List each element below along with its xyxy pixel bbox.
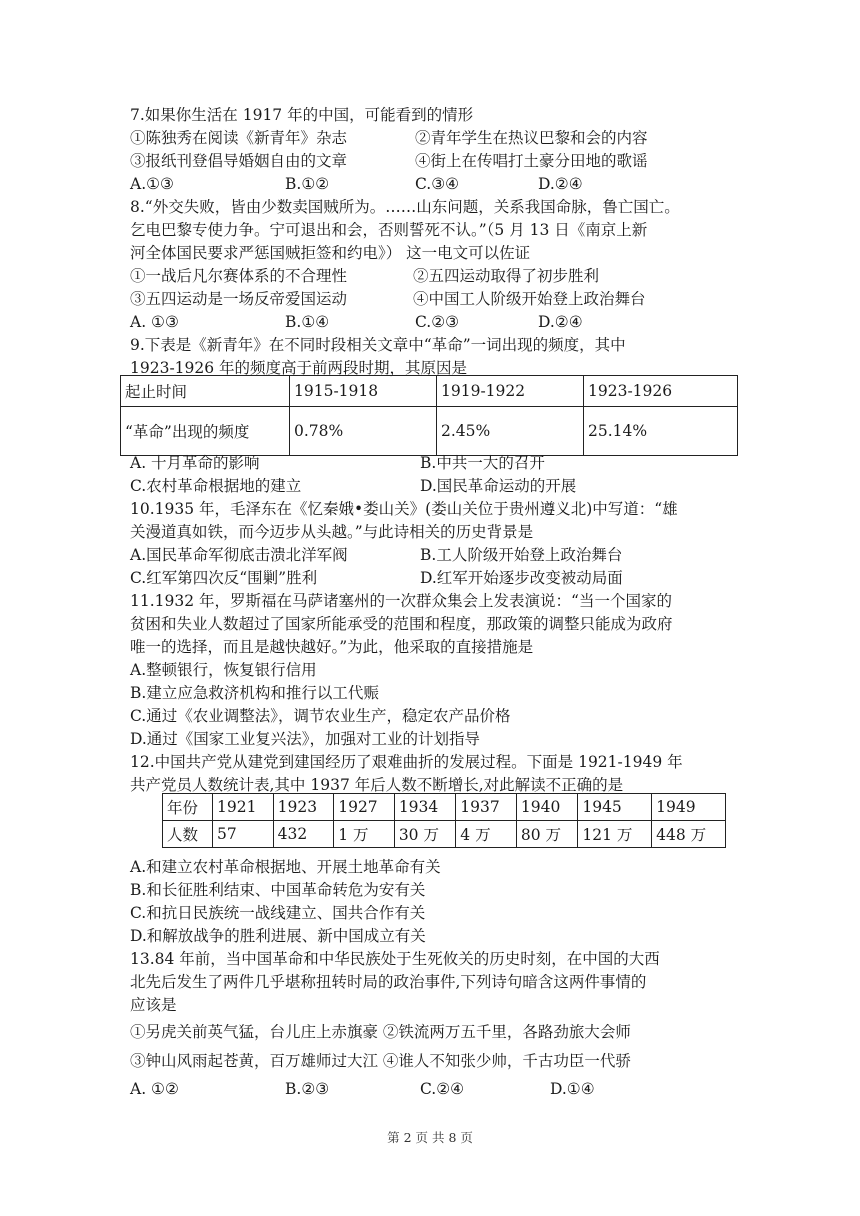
q13-option-b: B.②③ <box>285 1080 330 1098</box>
q7-statement-1: ①陈独秀在阅读《新青年》杂志 <box>130 129 348 147</box>
q9-table-row-label: “革命”出现的频度 <box>121 407 290 456</box>
q12-count-cell: 57 <box>213 821 274 848</box>
q12-count-cell: 4 万 <box>456 821 517 848</box>
q8-stem-line-3: 河全体国民要求严惩国贼拒签和约电》） 这一电文可以佐证 <box>130 244 531 262</box>
q10-option-c: C.红军第四次反“围剿”胜利 <box>130 569 318 587</box>
q9-table-header-1923: 1923-1926 <box>584 376 738 407</box>
q8-option-b: B.①④ <box>285 313 330 331</box>
q12-year-cell: 1949 <box>652 794 726 821</box>
q8-option-a: A. ①③ <box>130 313 179 331</box>
q9-table-cell-1915: 0.78% <box>290 407 437 456</box>
q8-option-c: C.②③ <box>415 313 460 331</box>
q8-statement-1: ①一战后凡尔赛体系的不合理性 <box>130 267 348 285</box>
q12-year-cell: 1937 <box>456 794 517 821</box>
q12-year-cell: 1927 <box>334 794 395 821</box>
q7-option-b: B.①② <box>285 175 330 193</box>
q12-years-row <box>163 794 726 821</box>
q7-option-a: A.①③ <box>130 175 174 193</box>
q12-count-cell: 30 万 <box>394 821 455 848</box>
q9-option-c: C.农村革命根据地的建立 <box>130 477 302 495</box>
q12-option-a: A.和建立农村革命根据地、开展土地革命有关 <box>130 858 441 876</box>
q8-option-d: D.②④ <box>538 313 583 331</box>
q9-option-d: D.国民革命运动的开展 <box>420 477 577 495</box>
q11-option-d: D.通过《国家工业复兴法》，加强对工业的计划指导 <box>130 730 481 748</box>
q12-stem-line-2: 共产党员人数统计表,其中 1937 年后人数不断增长,对此解读不正确的是 <box>130 776 624 794</box>
q7-statement-2: ②青年学生在热议巴黎和会的内容 <box>415 129 648 147</box>
q11-option-a: A.整顿银行，恢复银行信用 <box>130 661 317 679</box>
q10-option-a: A.国民革命军彻底击溃北洋军阀 <box>130 546 348 564</box>
q11-stem-line-1: 11.1932 年，罗斯福在马萨诸塞州的一次群众集会上发表演说：“当一个国家的 <box>130 592 672 610</box>
q7-option-d: D.②④ <box>538 175 583 193</box>
q8-statement-4: ④中国工人阶级开始登上政治舞台 <box>413 290 646 308</box>
q11-stem-line-2: 贫困和失业人数超过了国家所能承受的范围和程度，那政策的调整只能成为政府 <box>130 615 673 633</box>
q7-stem: 7.如果你生活在 1917 年的中国，可能看到的情形 <box>130 106 474 124</box>
q13-stem-line-3: 应该是 <box>130 996 177 1014</box>
q12-stem-line-1: 12.中国共产党从建党到建国经历了艰难曲折的发展过程。下面是 1921-1949 年 <box>130 753 683 771</box>
q10-option-d: D.红军开始逐步改变被动局面 <box>420 569 623 587</box>
q9-table-header-1919: 1919-1922 <box>437 376 584 407</box>
q11-option-b: B.建立应急救济机构和推行以工代赈 <box>130 684 379 702</box>
q7-option-c: C.③④ <box>415 175 460 193</box>
q8-statement-3: ③五四运动是一场反帝爱国运动 <box>130 290 348 308</box>
q12-count-cell: 80 万 <box>516 821 577 848</box>
q12-year-cell: 1945 <box>578 794 652 821</box>
q10-option-b: B.工人阶级开始登上政治舞台 <box>420 546 623 564</box>
q7-statement-4: ④街上在传唱打土豪分田地的歌谣 <box>415 152 648 170</box>
q12-year-cell: 1923 <box>273 794 334 821</box>
q8-stem-line-1: 8.“外交失败，皆由少数卖国贼所为。……山东问题，关系我国命脉，鲁亡国亡。 <box>130 198 680 216</box>
q9-table-header-period: 起止时间 <box>121 376 290 407</box>
q9-stem-line-2: 1923-1926 年的频度高于前两段时期，其原因是 <box>130 359 468 377</box>
q13-poem-line-2: ③钟山风雨起苍黄，百万雄师过大江 ④谁人不知张少帅，千古功臣一代骄 <box>130 1052 631 1070</box>
q9-table-cell-1919: 2.45% <box>437 407 584 456</box>
q9-table-header-1915: 1915-1918 <box>290 376 437 407</box>
q12-year-cell: 1940 <box>516 794 577 821</box>
q8-stem-line-2: 乞电巴黎专使力争。宁可退出和会，否则誓死不认。”（5 月 13 日《南京上新 <box>130 221 648 239</box>
q12-membership-table <box>162 793 726 848</box>
q13-stem-line-1: 13.84 年前，当中国革命和中华民族处于生死攸关的历史时刻，在中国的大西 <box>130 950 660 968</box>
q12-count-cell: 121 万 <box>578 821 652 848</box>
q9-stem-line-1: 9.下表是《新青年》在不同时段相关文章中“革命”一词出现的频度，其中 <box>130 336 626 354</box>
q11-option-c: C.通过《农业调整法》，调节农业生产，稳定农产品价格 <box>130 707 511 725</box>
q12-option-d: D.和解放战争的胜利进展、新中国成立有关 <box>130 927 426 945</box>
q10-stem-line-2: 关漫道真如铁，而今迈步从头越。”与此诗相关的历史背景是 <box>130 523 534 541</box>
q7-statement-3: ③报纸刊登倡导婚姻自由的文章 <box>130 152 348 170</box>
q13-poem-line-1: ①另虎关前英气猛，台儿庄上赤旗豪 ②铁流两万五千里，各路劲旅大会师 <box>130 1023 631 1041</box>
q12-count-cell: 1 万 <box>334 821 395 848</box>
q12-count-cell: 448 万 <box>652 821 726 848</box>
q12-option-b: B.和长征胜利结束、中国革命转危为安有关 <box>130 881 426 899</box>
q9-option-a: A. 十月革命的影响 <box>130 454 260 472</box>
q9-frequency-table <box>120 375 738 456</box>
q13-option-a: A. ①② <box>130 1080 179 1098</box>
q13-stem-line-2: 北先后发生了两件几乎堪称扭转时局的政治事件,下列诗句暗含这两件事情的 <box>130 973 647 991</box>
q12-count-cell: 人数 <box>163 821 213 848</box>
q12-option-c: C.和抗日民族统一战线建立、国共合作有关 <box>130 904 426 922</box>
q9-option-b: B.中共一大的召开 <box>420 454 545 472</box>
q11-stem-line-3: 唯一的选择，而且是越快越好。”为此，他采取的直接措施是 <box>130 638 534 656</box>
q13-option-c: C.②④ <box>420 1080 465 1098</box>
q12-counts-row <box>163 821 726 848</box>
q13-option-d: D.①④ <box>550 1080 595 1098</box>
q10-stem-line-1: 10.1935 年，毛泽东在《忆秦娥•娄山关》(娄山关位于贵州遵义北)中写道：“雄 <box>130 500 678 518</box>
q9-table-cell-1923: 25.14% <box>584 407 738 456</box>
q12-count-cell: 432 <box>273 821 334 848</box>
q12-year-cell: 1921 <box>213 794 274 821</box>
q8-statement-2: ②五四运动取得了初步胜利 <box>413 267 600 285</box>
q12-year-cell: 年份 <box>163 794 213 821</box>
page-number-footer: 第 2 页 共 8 页 <box>387 1130 473 1145</box>
q12-year-cell: 1934 <box>394 794 455 821</box>
